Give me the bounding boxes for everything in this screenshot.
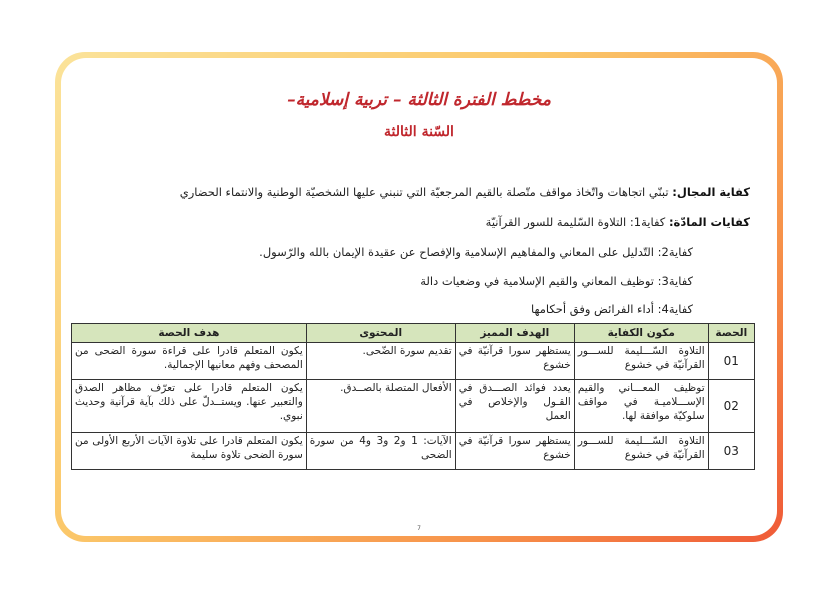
session-goal: يكون المتعلم قادرا على تعرّف مظاهر الصدق والتعبير عنها. ويستــدلّ على ذلك بآية قرآنية وحديث نبوي. [72, 380, 307, 433]
lesson-content: الآيات: 1 و2 و3 و4 من سورة الضحى [306, 433, 455, 470]
session-goal: يكون المتعلم قادرا على تلاوة الآيات الأربع الأولى من سورة الضحى تلاوة سليمة [72, 433, 307, 470]
session-number: 01 [708, 343, 754, 380]
header-content: المحتوى [306, 324, 455, 343]
page-frame [55, 52, 783, 542]
header-objective: الهدف المميز [455, 324, 574, 343]
domain-competency-label: كفاية المجال: [672, 185, 750, 199]
session-number: 03 [708, 433, 754, 470]
domain-competency [180, 185, 750, 199]
table-row [72, 380, 755, 433]
lesson-content: الأفعال المتصلة بالصــدق. [306, 380, 455, 433]
table-row [72, 433, 755, 470]
subject-competencies [486, 215, 750, 229]
page-body [61, 58, 777, 536]
distinct-objective: يعدد فوائد الصـــدق في القـول والإخلاص في العمل [455, 380, 574, 433]
competency-component: التلاوة السّـــليمة للســـور القرآنيّة في خشوع [574, 343, 708, 380]
session-goal: يكون المتعلم قادرا على قراءة سورة الضحى من المصحف وفهم معانيها الإجمالية. [72, 343, 307, 380]
competency-1: كفاية1: التلاوة السّليمة للسور القرآنيّة [485, 215, 666, 229]
document-content [61, 58, 777, 536]
lesson-plan-table [71, 323, 755, 470]
distinct-objective: يستظهر سورا قرآنيّة في خشوع [455, 343, 574, 380]
header-goal: هدف الحصة [72, 324, 307, 343]
session-number: 02 [708, 380, 754, 433]
header-component: مكون الكفاية [574, 324, 708, 343]
table-row [72, 343, 755, 380]
domain-competency-text: تبنّي اتجاهات واتّخاذ مواقف متّصلة بالقيم المرجعيّة التي تنبني عليها الشخصيّة الوطنية والانتماء الحضاري [179, 185, 669, 199]
table-header-row [72, 324, 755, 343]
competency-4: كفاية4: أداء الفرائض وفق أحكامها [530, 302, 693, 316]
page-title: مخطط الفترة الثالثة – تربية إسلامية– [287, 90, 551, 110]
page-subtitle: السّنة الثالثة [384, 124, 454, 140]
lesson-content: تقديم سورة الضّحى. [306, 343, 455, 380]
header-session: الحصة [708, 324, 754, 343]
subject-competencies-label: كفايات المادّة: [668, 215, 750, 229]
competency-component: التلاوة السّـــليمة للســـور القرآنيّة في خشوع [574, 433, 708, 470]
competency-component: توظيف المعـــاني والقيم الإســـلاميـة في مواقف سلوكيّة موافقة لها. [574, 380, 708, 433]
competency-3: كفاية3: توظيف المعاني والقيم الإسلامية في وضعيات دالة [420, 274, 693, 288]
page-number: 7 [417, 525, 421, 532]
competency-2: كفاية2: التّدليل على المعاني والمفاهيم الإسلامية والإفصاح عن عقيدة الإيمان بالله والرّسول. [259, 245, 693, 259]
distinct-objective: يستظهر سورا قرآنيّة في خشوع [455, 433, 574, 470]
